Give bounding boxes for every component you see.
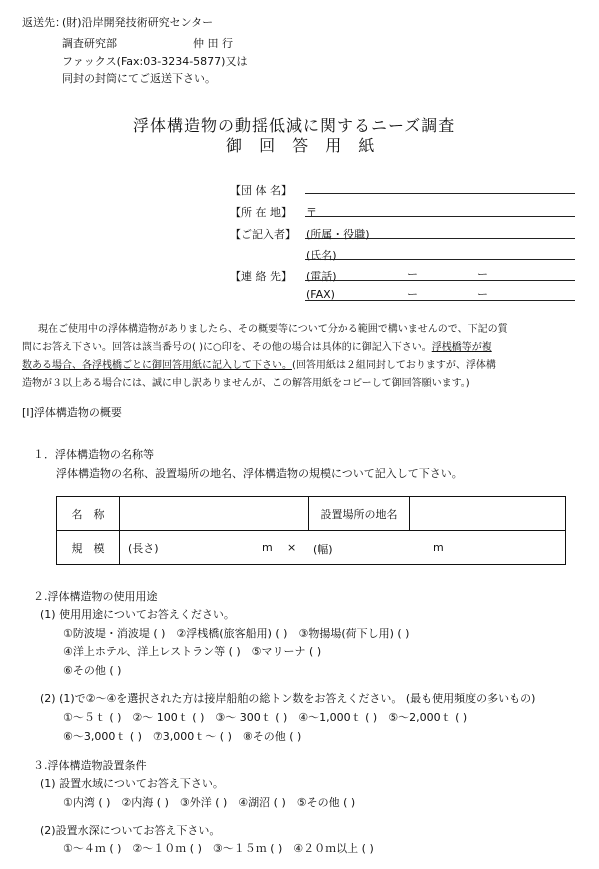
position-field[interactable] [305, 238, 575, 239]
group-name-label: 【団 体 名】 [230, 184, 292, 197]
group-name-field[interactable] [305, 193, 575, 194]
fax-label: (FAX) [306, 288, 335, 301]
address-field[interactable] [305, 216, 575, 217]
q3-2-question: (2)設置水深についてお答え下さい。 [40, 824, 221, 837]
tel-dash-1: ー [407, 268, 418, 281]
tel-field[interactable] [305, 280, 575, 281]
q2-2-question: (2) (1)で②～④を選択された方は接岸船舶の総トン数をお答えください。 (最も使用頻度の多いもの) [40, 692, 536, 705]
q2-2-options-row-1[interactable]: ①～５ｔ ( ) ②～ 100ｔ ( ) ③～ 300ｔ ( ) ④～1,000ｔ ( ) ⑤～2,000ｔ ( ) [63, 711, 468, 724]
contact-label: 【連 絡 先】 [230, 270, 292, 283]
scale-header: 規 模 [57, 531, 120, 565]
intro-line-1: 現在ご使用中の浮体構造物がありましたら、その概要等について分かる範囲で構いませんので、下記の質 [38, 324, 508, 335]
name-label: (氏名) [306, 249, 337, 262]
fax-field[interactable] [305, 300, 575, 301]
name-header: 名 称 [57, 497, 120, 531]
q1-title: １．浮体構造物の名称等 [33, 448, 154, 461]
q2-1-options-row-1[interactable]: ①防波堤・消波堤 ( ) ②浮桟橋(旅客船用) ( ) ③物揚場(荷下し用) ( ) [63, 627, 410, 640]
position-label: (所属・役職) [306, 228, 370, 241]
q2-2-options-row-2[interactable]: ⑥～3,000ｔ ( ) ⑦3,000ｔ～ ( ) ⑧その他 ( ) [63, 730, 302, 743]
answer-sheet-title: 御 回 答 用 紙 [226, 136, 381, 155]
intro-line-2: 問にお答え下さい。回答は該当番号の( )に○印を、その他の場合は具体的に御記入下さい。浮桟橋等が複 [22, 342, 492, 353]
width-label: (幅) [313, 543, 333, 556]
scale-cell[interactable] [120, 531, 566, 565]
length-unit: m [262, 541, 273, 554]
q2-1-options-row-3[interactable]: ⑥その他 ( ) [63, 664, 122, 677]
times-sign: × [287, 541, 297, 554]
return-label: 返送先： [22, 16, 66, 29]
intro-line-3: 数ある場合、各浮桟橋ごとに御回答用紙に記入して下さい。(回答用紙は２組同封しておりますが、浮体構 [22, 360, 496, 371]
return-department: 調査研究部 [62, 37, 117, 50]
filler-label: 【ご記入者】 [230, 228, 296, 241]
q3-2-options[interactable]: ①～４ｍ ( ) ②～１０ｍ ( ) ③～１５ｍ ( ) ④２０ｍ以上 ( ) [63, 842, 374, 855]
tel-dash-2: ー [477, 268, 488, 281]
q3-title: ３.浮体構造物設置条件 [33, 759, 147, 772]
location-cell[interactable] [410, 497, 566, 531]
width-unit: m [433, 541, 444, 554]
address-label: 【所 在 地】 [230, 206, 292, 219]
q1-description: 浮体構造物の名称、設置場所の地名、浮体構造物の規模について記入して下さい。 [56, 467, 463, 480]
name-field[interactable] [305, 259, 575, 260]
length-label: (長さ) [128, 541, 159, 555]
fax-dash-2: ー [477, 288, 488, 301]
return-organization: (財)沿岸開発技術研究センター [62, 16, 214, 29]
section-heading: [Ⅰ]浮体構造物の概要 [22, 406, 122, 419]
q3-1-options[interactable]: ①内湾 ( ) ②内海 ( ) ③外洋 ( ) ④湖沼 ( ) ⑤その他 ( ) [63, 796, 356, 809]
return-person: 仲 田 行 [193, 37, 233, 50]
tel-label: (電話) [306, 270, 337, 283]
postal-mark: 〒 [306, 206, 317, 219]
q2-1-options-row-2[interactable]: ④洋上ホテル、洋上レストラン等 ( ) ⑤マリーナ ( ) [63, 645, 322, 658]
q3-1-question: (1) 設置水域についてお答え下さい。 [40, 777, 224, 790]
envelope-instruction: 同封の封筒にてご返送下さい。 [62, 72, 216, 85]
structure-info-table [56, 496, 566, 565]
fax-dash-1: ー [407, 288, 418, 301]
location-header: 設置場所の地名 [309, 497, 410, 531]
intro-line-4: 造物が３以上ある場合には、誠に申し訳ありませんが、この解答用紙をコピーして御回答願います。) [22, 378, 470, 389]
fax-instruction: ファックス(Fax:03-3234-5877)又は [62, 55, 248, 68]
q2-title: ２.浮体構造物の使用用途 [33, 590, 158, 603]
survey-title: 浮体構造物の動揺低減に関するニーズ調査 [133, 116, 456, 135]
structure-name-cell[interactable] [120, 497, 309, 531]
q2-1-question: (1) 使用用途についてお答えください。 [40, 608, 235, 621]
